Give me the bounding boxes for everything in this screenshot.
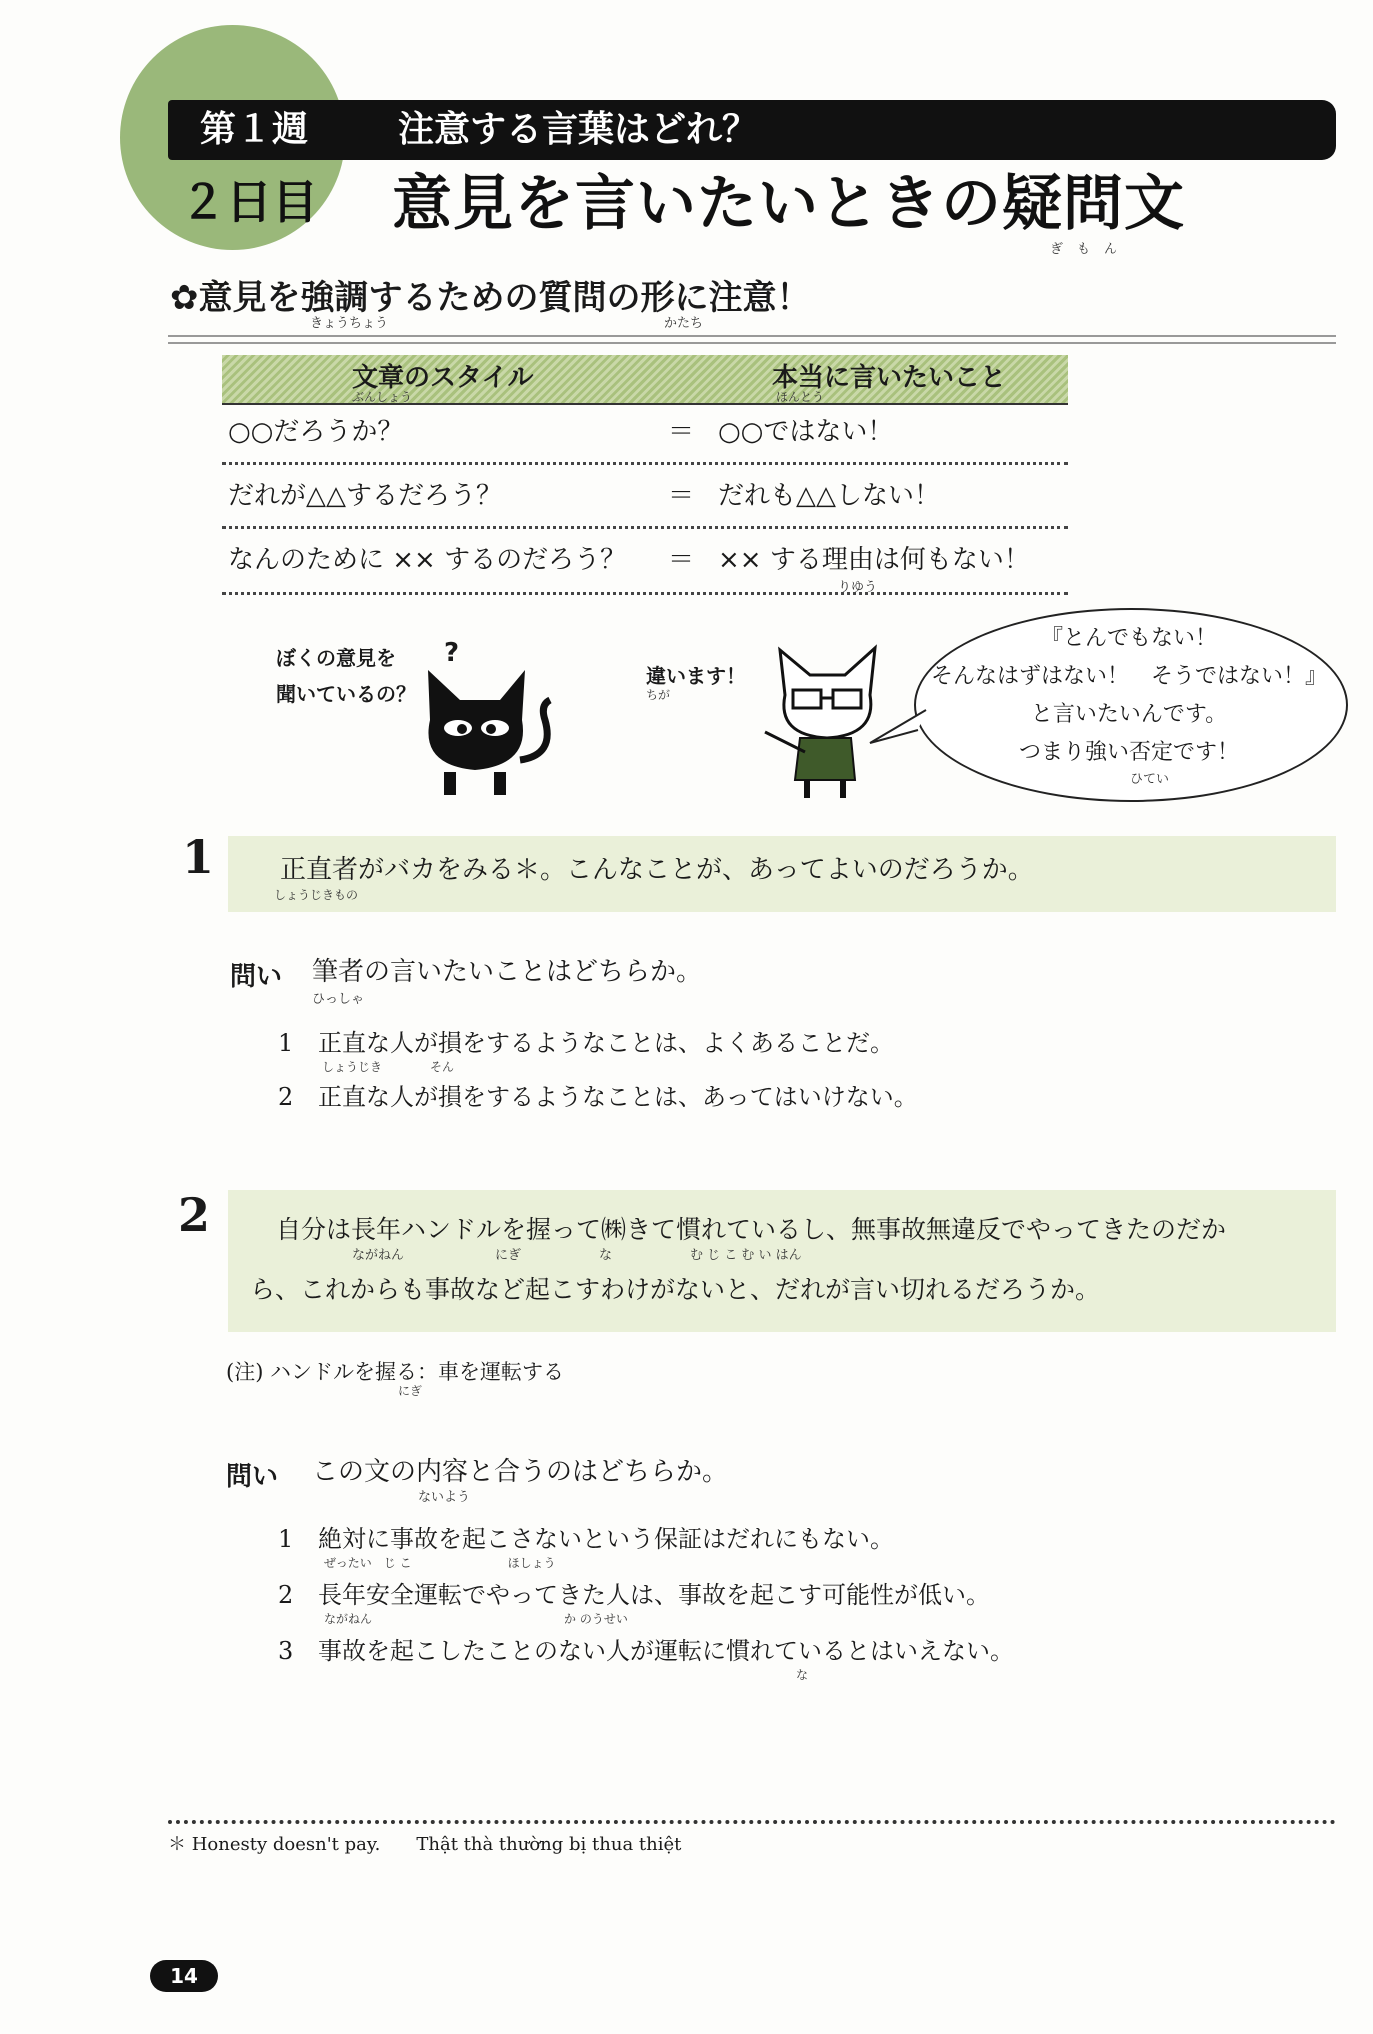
- table-row-divider: [222, 592, 1068, 595]
- question-1-option-1[interactable]: [278, 1026, 894, 1060]
- table-row-divider: [222, 462, 1068, 465]
- question-2-prompt: この文の内容と合うのはどちらか。: [312, 1457, 729, 1487]
- page-number: 14: [150, 1960, 218, 1992]
- double-rule: [168, 335, 1336, 344]
- table-header-style: 文章のスタイル: [352, 363, 534, 393]
- subtitle-furigana-1: きょうちょう: [310, 316, 389, 331]
- question-1-number: 1: [182, 830, 215, 884]
- question-mark: ?: [444, 638, 460, 668]
- option-text: 正直な人が損をするようなことは、あってはいけない。: [318, 1083, 918, 1111]
- black-cat-thought-line-1: ぼくの意見を: [276, 646, 396, 670]
- option-number: 3: [278, 1637, 294, 1665]
- table-row-1-style: ○○だろうか？: [228, 417, 404, 447]
- question-1-option-1-furigana: しょうじき そん: [322, 1060, 455, 1074]
- question-1-prompt-furigana: ひっしゃ: [312, 992, 365, 1007]
- table-header-meaning: 本当に言いたいこと: [772, 363, 1007, 393]
- speech-bubble-line-3: と言いたいんです。: [1030, 702, 1228, 727]
- week-label: 第１週: [200, 109, 309, 150]
- table-row-1-meaning: ○○ではない！: [718, 417, 894, 447]
- option-text: 正直な人が損をするようなことは、よくあることだ。: [318, 1029, 894, 1057]
- speech-bubble-furigana: ひてい: [1130, 772, 1170, 787]
- option-text: 絶対に事故を起こさないという保証はだれにもない。: [318, 1525, 894, 1553]
- question-1-prompt: 筆者の言いたいことはどちらか。: [312, 957, 703, 987]
- question-1-passage: 正直者がバカをみる＊。こんなことが、あってよいのだろうか。: [280, 855, 1034, 885]
- table-row-2-style: だれが△△するだろう？: [228, 481, 502, 511]
- black-cat-illustration: [410, 660, 560, 800]
- black-cat-thought: [276, 640, 416, 712]
- question-2-option-3-furigana: な: [796, 1668, 809, 1682]
- white-cat-speech-furigana: ちが: [646, 688, 671, 702]
- table-row-3-meaning: ×× する理由は何もない！: [718, 545, 1030, 575]
- table-row-2-eq: ＝: [668, 481, 695, 511]
- table-row-divider: [222, 526, 1068, 529]
- question-2-option-1[interactable]: [278, 1522, 894, 1556]
- question-2-number: 2: [178, 1188, 211, 1242]
- question-2-passage-line-1: 自分は長年ハンドルを握って㈱きて慣れているし、無事故無違反でやってきたのだか: [276, 1215, 1227, 1244]
- speech-bubble-line-1: 『とんでもない！: [1040, 626, 1217, 651]
- day-label: ２日目: [180, 175, 318, 229]
- question-2-toi-label: 問い: [226, 1462, 279, 1492]
- option-number: 2: [278, 1083, 294, 1111]
- week-topic: 注意する言葉はどれ？: [398, 109, 759, 150]
- footnote-divider: [168, 1820, 1336, 1824]
- question-2-prompt-furigana: ないよう: [418, 1490, 471, 1505]
- title-furigana: ぎもん: [1050, 242, 1132, 257]
- question-1-passage-furigana: しょうじきもの: [274, 888, 359, 902]
- white-cat-speech: 違います！: [646, 664, 746, 688]
- footnote: ＊ Honesty doesn't pay. Thật thà thường bị thua thiệt: [168, 1834, 682, 1855]
- table-header-meaning-furigana: ほんとう: [776, 390, 825, 404]
- section-subtitle: ✿意見を強調するための質問の形に注意！: [170, 278, 811, 318]
- question-2-option-1-furigana: ぜったい じ こ ほしょう: [324, 1556, 556, 1570]
- question-2-passage-furigana: ながねん にぎ な む じ こ む い はん: [352, 1248, 802, 1263]
- question-2-note-furigana: にぎ: [398, 1384, 423, 1398]
- question-2-option-3[interactable]: [278, 1634, 1014, 1668]
- speech-bubble-line-2: そんなはずはない！ そうではない！』: [930, 664, 1327, 689]
- option-text: 長年安全運転でやってきた人は、事故を起こす可能性が低い。: [318, 1581, 990, 1609]
- question-2-option-2-furigana: ながねん か のうせい: [324, 1612, 628, 1626]
- table-row-3-furigana: りゆう: [838, 580, 878, 595]
- page-title: 意見を言いたいときの疑問文: [392, 169, 1185, 239]
- speech-bubble-text: [914, 620, 1344, 772]
- option-text: 事故を起こしたことのない人が運転に慣れているとはいえない。: [318, 1637, 1014, 1665]
- question-2-note: (注) ハンドルを握る：車を運転する: [226, 1360, 565, 1384]
- option-number: 1: [278, 1029, 294, 1057]
- table-row-3-eq: ＝: [668, 545, 695, 575]
- table-row-1-eq: ＝: [668, 417, 695, 447]
- question-1-toi-label: 問い: [230, 962, 283, 992]
- option-number: 1: [278, 1525, 294, 1553]
- question-2-passage-line-2: ら、これからも事故など起こすわけがないと、だれが言い切れるだろうか。: [250, 1275, 1101, 1304]
- table-row-3-style: なんのために ×× するのだろう？: [228, 545, 627, 575]
- question-1-option-2[interactable]: [278, 1080, 918, 1114]
- table-header-rule: [222, 403, 1068, 405]
- speech-bubble-line-4: つまり強い否定です！: [1018, 740, 1239, 765]
- table-header-style-furigana: ぶんしょう: [352, 390, 413, 404]
- subtitle-furigana-2: かたち: [664, 316, 704, 331]
- option-number: 2: [278, 1581, 294, 1609]
- table-row-2-meaning: だれも△△しない！: [718, 481, 940, 511]
- question-2-option-2[interactable]: [278, 1578, 990, 1612]
- black-cat-thought-line-2: 聞いているの？: [276, 682, 416, 706]
